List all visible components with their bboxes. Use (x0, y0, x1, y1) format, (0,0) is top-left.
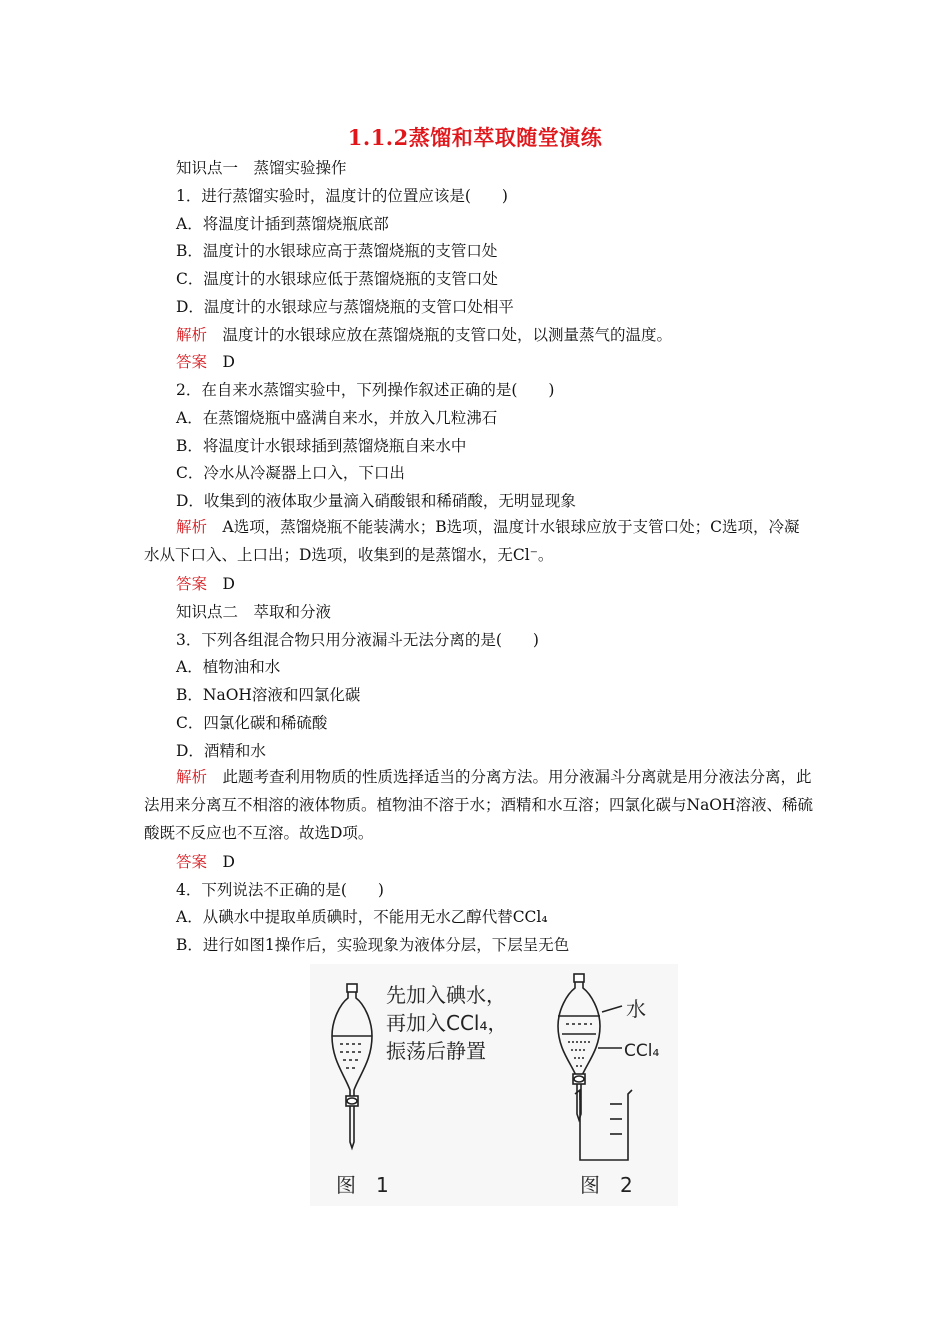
q1-stem: 1．进行蒸馏实验时，温度计的位置应该是( ) (176, 187, 508, 205)
q2-stem: 2．在自来水蒸馏实验中，下列操作叙述正确的是( ) (176, 381, 555, 399)
q2-analysis (144, 513, 814, 569)
figure-1-caption: 图 1 (336, 1173, 389, 1197)
answer-label: 答案 (176, 575, 208, 593)
q3-stem: 3．下列各组混合物只用分液漏斗无法分离的是( ) (176, 631, 539, 649)
separatory-funnel-figure (310, 964, 678, 1206)
analysis-text: 温度计的水银球应放在蒸馏烧瓶的支管口处，以测量蒸气的温度。 (207, 326, 673, 344)
q1-option-a: A．将温度计插到蒸馏烧瓶底部 (176, 215, 389, 233)
q2-option-a: A．在蒸馏烧瓶中盛满自来水，并放入几粒沸石 (176, 409, 498, 427)
figure-1-text-line-1: 先加入碘水， (386, 983, 506, 1007)
document-title: 1.1.2蒸馏和萃取随堂演练 (347, 125, 603, 150)
figure-1-text-line-2: 再加入CCl₄， (386, 1011, 508, 1035)
analysis-label: 解析 (176, 326, 208, 344)
analysis-label: 解析 (176, 768, 208, 786)
answer-value: D (207, 575, 235, 593)
q1-option-d: D．温度计的水银球应与蒸馏烧瓶的支管口处相平 (176, 298, 514, 316)
analysis-text: 此题考查利用物质的性质选择适当的分离方法。用分液漏斗分离就是用分液法分离，此法用来分离互不相溶的液体物质。植物油不溶于水；酒精和水互溶；四氯化碳与NaOH溶液、稀硫酸既不反应也不互溶。故选D项。 (144, 768, 814, 842)
q1-answer (176, 352, 235, 372)
q3-analysis (144, 763, 814, 847)
q3-option-a: A．植物油和水 (176, 658, 281, 676)
q2-option-c: C．冷水从冷凝器上口入，下口出 (176, 464, 405, 482)
q1-option-b: B．温度计的水银球应高于蒸馏烧瓶的支管口处 (176, 242, 498, 260)
q4-option-b: B．进行如图1操作后，实验现象为液体分层，下层呈无色 (176, 936, 570, 954)
answer-label: 答案 (176, 853, 208, 871)
figure-1-text-line-3: 振荡后静置 (386, 1039, 486, 1063)
figure-2-ccl4-label: CCl₄ (624, 1041, 660, 1061)
figure-2-water-label: 水 (626, 997, 646, 1021)
q2-option-b: B．将温度计水银球插到蒸馏烧瓶自来水中 (176, 437, 467, 455)
answer-value: D (207, 353, 235, 371)
answer-value: D (207, 853, 235, 871)
q4-stem: 4．下列说法不正确的是( ) (176, 881, 384, 899)
q3-option-c: C．四氯化碳和稀硫酸 (176, 714, 328, 732)
analysis-text: A选项，蒸馏烧瓶不能装满水；B选项，温度计水银球应放于支管口处；C选项，冷凝水从下口入、上口出；D选项，收集到的是蒸馏水，无Cl⁻。 (144, 518, 800, 564)
q3-option-d: D．酒精和水 (176, 742, 266, 760)
section-heading-1: 知识点一 蒸馏实验操作 (176, 159, 347, 177)
figure-2-caption: 图 2 (580, 1173, 633, 1197)
answer-label: 答案 (176, 353, 208, 371)
q1-analysis (176, 325, 672, 345)
q2-option-d: D．收集到的液体取少量滴入硝酸银和稀硝酸，无明显现象 (176, 492, 576, 510)
q3-answer (176, 852, 235, 872)
analysis-label: 解析 (176, 518, 208, 536)
q2-answer (176, 574, 235, 594)
section-heading-2: 知识点二 萃取和分液 (176, 603, 332, 621)
q4-option-a: A．从碘水中提取单质碘时，不能用无水乙醇代替CCl₄ (176, 908, 548, 926)
q1-option-c: C．温度计的水银球应低于蒸馏烧瓶的支管口处 (176, 270, 498, 288)
q3-option-b: B．NaOH溶液和四氯化碳 (176, 686, 361, 704)
